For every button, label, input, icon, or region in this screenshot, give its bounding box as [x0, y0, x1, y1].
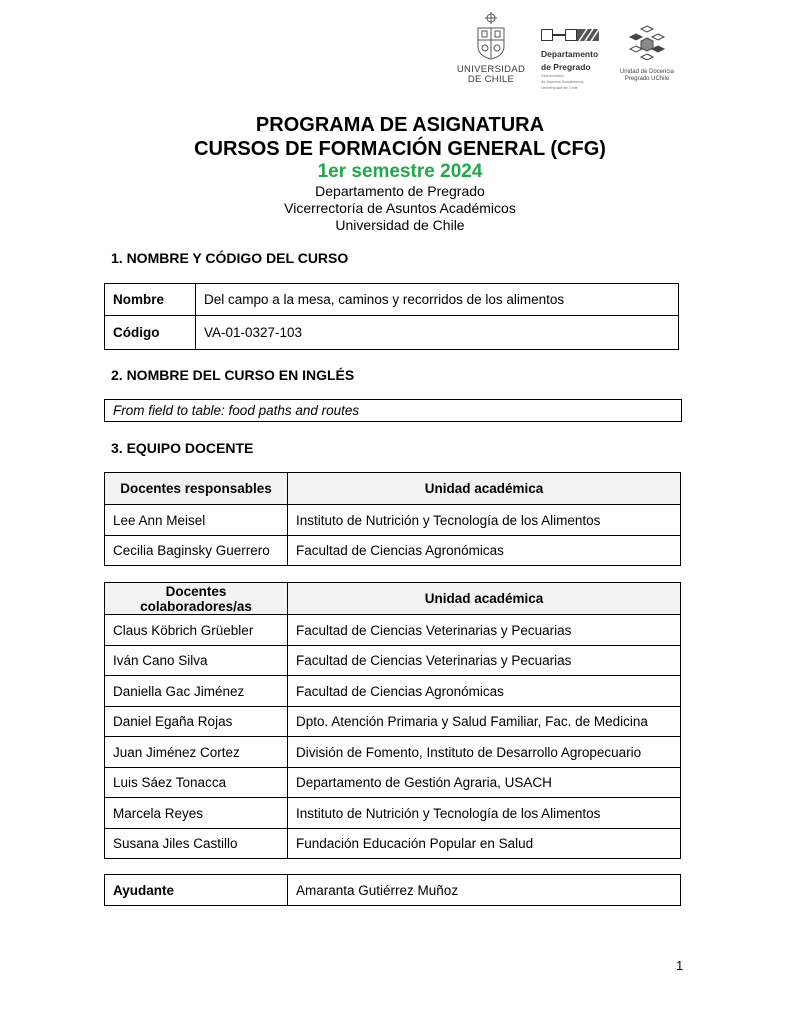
subtitle-universidad: Universidad de Chile [335, 217, 465, 233]
ayudante-value: Amaranta Gutiérrez Muñoz [288, 875, 681, 906]
english-course-name: From field to table: food paths and routes [105, 400, 682, 422]
departamento-title-line2: de Pregrado [541, 62, 591, 72]
colaboradores-col1-header [105, 583, 288, 615]
docente-name: Lee Ann Meisel [105, 505, 288, 536]
colaborador-name: Susana Jiles Castillo [105, 829, 288, 859]
departamento-pregrado-logo [541, 28, 611, 90]
table-row [105, 615, 681, 646]
colaborador-unidad: Facultad de Ciencias Veterinarias y Pecuarias [288, 615, 681, 646]
table-row [105, 707, 681, 737]
table-row [105, 676, 681, 707]
section3-heading: 3. EQUIPO DOCENTE [111, 440, 254, 456]
responsables-col2-header: Unidad académica [288, 473, 681, 505]
colaboradores-header-line1: Docentes [165, 583, 227, 599]
table-row [105, 316, 679, 350]
nombre-value: Del campo a la mesa, caminos y recorridos de los alimentos [196, 284, 679, 316]
colaborador-name: Daniel Egaña Rojas [105, 707, 288, 737]
page-number: 1 [676, 958, 684, 973]
colaborador-name: Juan Jiménez Cortez [105, 737, 288, 768]
colaborador-unidad: Dpto. Atención Primaria y Salud Familiar, Fac. de Medicina [288, 707, 681, 737]
university-crest-icon [474, 12, 508, 60]
colaborador-name: Marcela Reyes [105, 798, 288, 829]
colaboradores-table [104, 582, 681, 859]
table-row [105, 536, 681, 566]
english-name-table [104, 399, 682, 422]
table-row [105, 768, 681, 798]
departamento-small-line3: Universidad de Chile [541, 85, 578, 90]
colaborador-name: Daniella Gac Jiménez [105, 676, 288, 707]
unidad-cubes-icon [628, 24, 666, 64]
colaborador-name: Luis Sáez Tonacca [105, 768, 288, 798]
nombre-label: Nombre [105, 284, 196, 316]
departamento-small-line1: Vicerrectoría [541, 73, 564, 78]
unidad-name-line1: Unidad de Docencia [619, 69, 675, 75]
responsables-col1-header: Docentes responsables [105, 473, 288, 505]
table-header-row [105, 583, 681, 615]
colaborador-unidad: Fundación Educación Popular en Salud [288, 829, 681, 859]
departamento-small-line2: de Asuntos Académicos [541, 79, 584, 84]
departamento-pattern-icon [541, 29, 599, 41]
codigo-value: VA-01-0327-103 [196, 316, 679, 350]
uchile-name-line1: UNIVERSIDAD [456, 64, 526, 75]
colaboradores-col2-header: Unidad académica [288, 583, 681, 615]
table-row [105, 798, 681, 829]
ayudante-table [104, 874, 681, 906]
universidad-de-chile-logo [450, 12, 532, 85]
colaborador-unidad: Departamento de Gestión Agraria, USACH [288, 768, 681, 798]
colaborador-name: Iván Cano Silva [105, 646, 288, 676]
section1-heading: 1. NOMBRE Y CÓDIGO DEL CURSO [111, 250, 349, 266]
codigo-label: Código [105, 316, 196, 350]
table-row [105, 505, 681, 536]
subtitle-departamento: Departamento de Pregrado [315, 183, 485, 199]
unidad-name-line2: Pregrado UChile [624, 76, 670, 82]
unidad-docencia-logo [612, 24, 682, 83]
colaborador-unidad: Facultad de Ciencias Veterinarias y Pecuarias [288, 646, 681, 676]
colaboradores-header-line2: colaboradores/as [140, 598, 252, 614]
table-row [105, 284, 679, 316]
table-row [105, 875, 681, 906]
table-row [105, 646, 681, 676]
colaborador-unidad: División de Fomento, Instituto de Desarrollo Agropecuario [288, 737, 681, 768]
ayudante-label: Ayudante [105, 875, 288, 906]
responsables-table [104, 472, 681, 566]
docente-unidad: Facultad de Ciencias Agronómicas [288, 536, 681, 566]
section2-heading: 2. NOMBRE DEL CURSO EN INGLÉS [111, 367, 355, 383]
course-name-code-table [104, 283, 679, 350]
uchile-name-line2: DE CHILE [467, 74, 515, 85]
table-row [105, 829, 681, 859]
colaborador-unidad: Instituto de Nutrición y Tecnología de los Alimentos [288, 798, 681, 829]
semester-title: 1er semestre 2024 [317, 161, 483, 182]
table-row [105, 737, 681, 768]
title-line2: CURSOS DE FORMACIÓN GENERAL (CFG) [194, 138, 606, 160]
subtitle-vicerrectoria: Vicerrectoría de Asuntos Académicos [284, 200, 516, 216]
colaborador-unidad: Facultad de Ciencias Agronómicas [288, 676, 681, 707]
colaborador-name: Claus Köbrich Grüebler [105, 615, 288, 646]
docente-unidad: Instituto de Nutrición y Tecnología de los Alimentos [288, 505, 681, 536]
departamento-title-line1: Departamento [541, 49, 599, 59]
title-line1: PROGRAMA DE ASIGNATURA [255, 114, 545, 136]
table-row [105, 400, 682, 422]
table-header-row [105, 473, 681, 505]
docente-name: Cecilia Baginsky Guerrero [105, 536, 288, 566]
